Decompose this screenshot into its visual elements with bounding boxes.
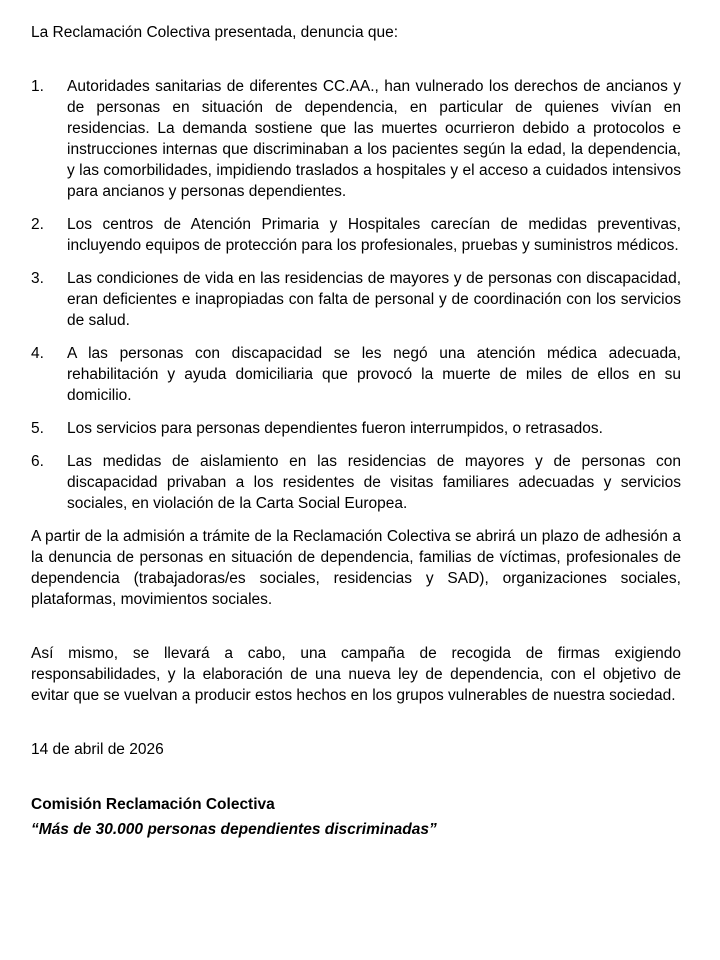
- list-item: [31, 268, 681, 331]
- complaint-list: [31, 76, 681, 514]
- document-page: [31, 22, 681, 844]
- intro-text: La Reclamación Colectiva presentada, denuncia que:: [31, 24, 399, 41]
- list-item: [31, 343, 681, 406]
- list-item-number: 6.: [31, 453, 44, 470]
- list-item-number: 5.: [31, 420, 44, 437]
- document-date: 14 de abril de 2026: [31, 741, 164, 758]
- signature-org: Comisión Reclamación Colectiva: [31, 796, 275, 813]
- list-item-number: 3.: [31, 270, 44, 287]
- list-item: [31, 76, 681, 202]
- list-item-number: 1.: [31, 78, 44, 95]
- list-item-text: Autoridades sanitarias de diferentes CC.AA., han vulnerado los derechos de ancianos y de personas en situación de dependencia, en particular de quienes vivían en residencias. La demanda sostiene que las muertes ocurrieron debido a protocolos e instrucciones internas que discriminaban a los pacientes según la edad, la dependencia, y las comorbilidades, impidiendo traslados a hospitales y el acceso a cuidados intensivos para ancianos y personas dependientes.: [67, 78, 681, 200]
- campaign-paragraph: Así mismo, se llevará a cabo, una campaña de recogida de firmas exigiendo responsabilidades, y la elaboración de una nueva ley de dependencia, con el objetivo de evitar que se vuelvan a producir estos hechos en los grupos vulnerables de nuestra sociedad.: [31, 645, 681, 704]
- signature-quote: “Más de 30.000 personas dependientes discriminadas”: [31, 821, 437, 838]
- list-item: [31, 214, 681, 256]
- signature-block: [31, 794, 681, 840]
- list-item-number: 4.: [31, 345, 44, 362]
- list-item-text: Los servicios para personas dependientes fueron interrumpidos, o retrasados.: [67, 420, 603, 437]
- list-item-text: Las condiciones de vida en las residencias de mayores y de personas con discapacidad, eran deficientes e inapropiadas con falta de personal y de coordinación con los servicios de salud.: [67, 270, 681, 329]
- list-item-number: 2.: [31, 216, 44, 233]
- list-item: [31, 451, 681, 514]
- list-item-text: Los centros de Atención Primaria y Hospitales carecían de medidas preventivas, incluyendo equipos de protección para los profesionales, pruebas y suministros médicos.: [67, 216, 681, 254]
- adhesion-paragraph: A partir de la admisión a trámite de la Reclamación Colectiva se abrirá un plazo de adhesión a la denuncia de personas en situación de dependencia, familias de víctimas, profesionales de dependencia (trabajadoras/es sociales, residencias y SAD), organizaciones sociales, plataformas, movimientos sociales.: [31, 528, 681, 608]
- list-item: [31, 418, 681, 439]
- list-item-text: A las personas con discapacidad se les negó una atención médica adecuada, rehabilitación y ayuda domiciliaria que provocó la muerte de miles de ellos en su domicilio.: [67, 345, 681, 404]
- list-item-text: Las medidas de aislamiento en las residencias de mayores y de personas con discapacidad privaban a los residentes de visitas familiares adecuadas y servicios sociales, en violación de la Carta Social Europea.: [67, 453, 681, 512]
